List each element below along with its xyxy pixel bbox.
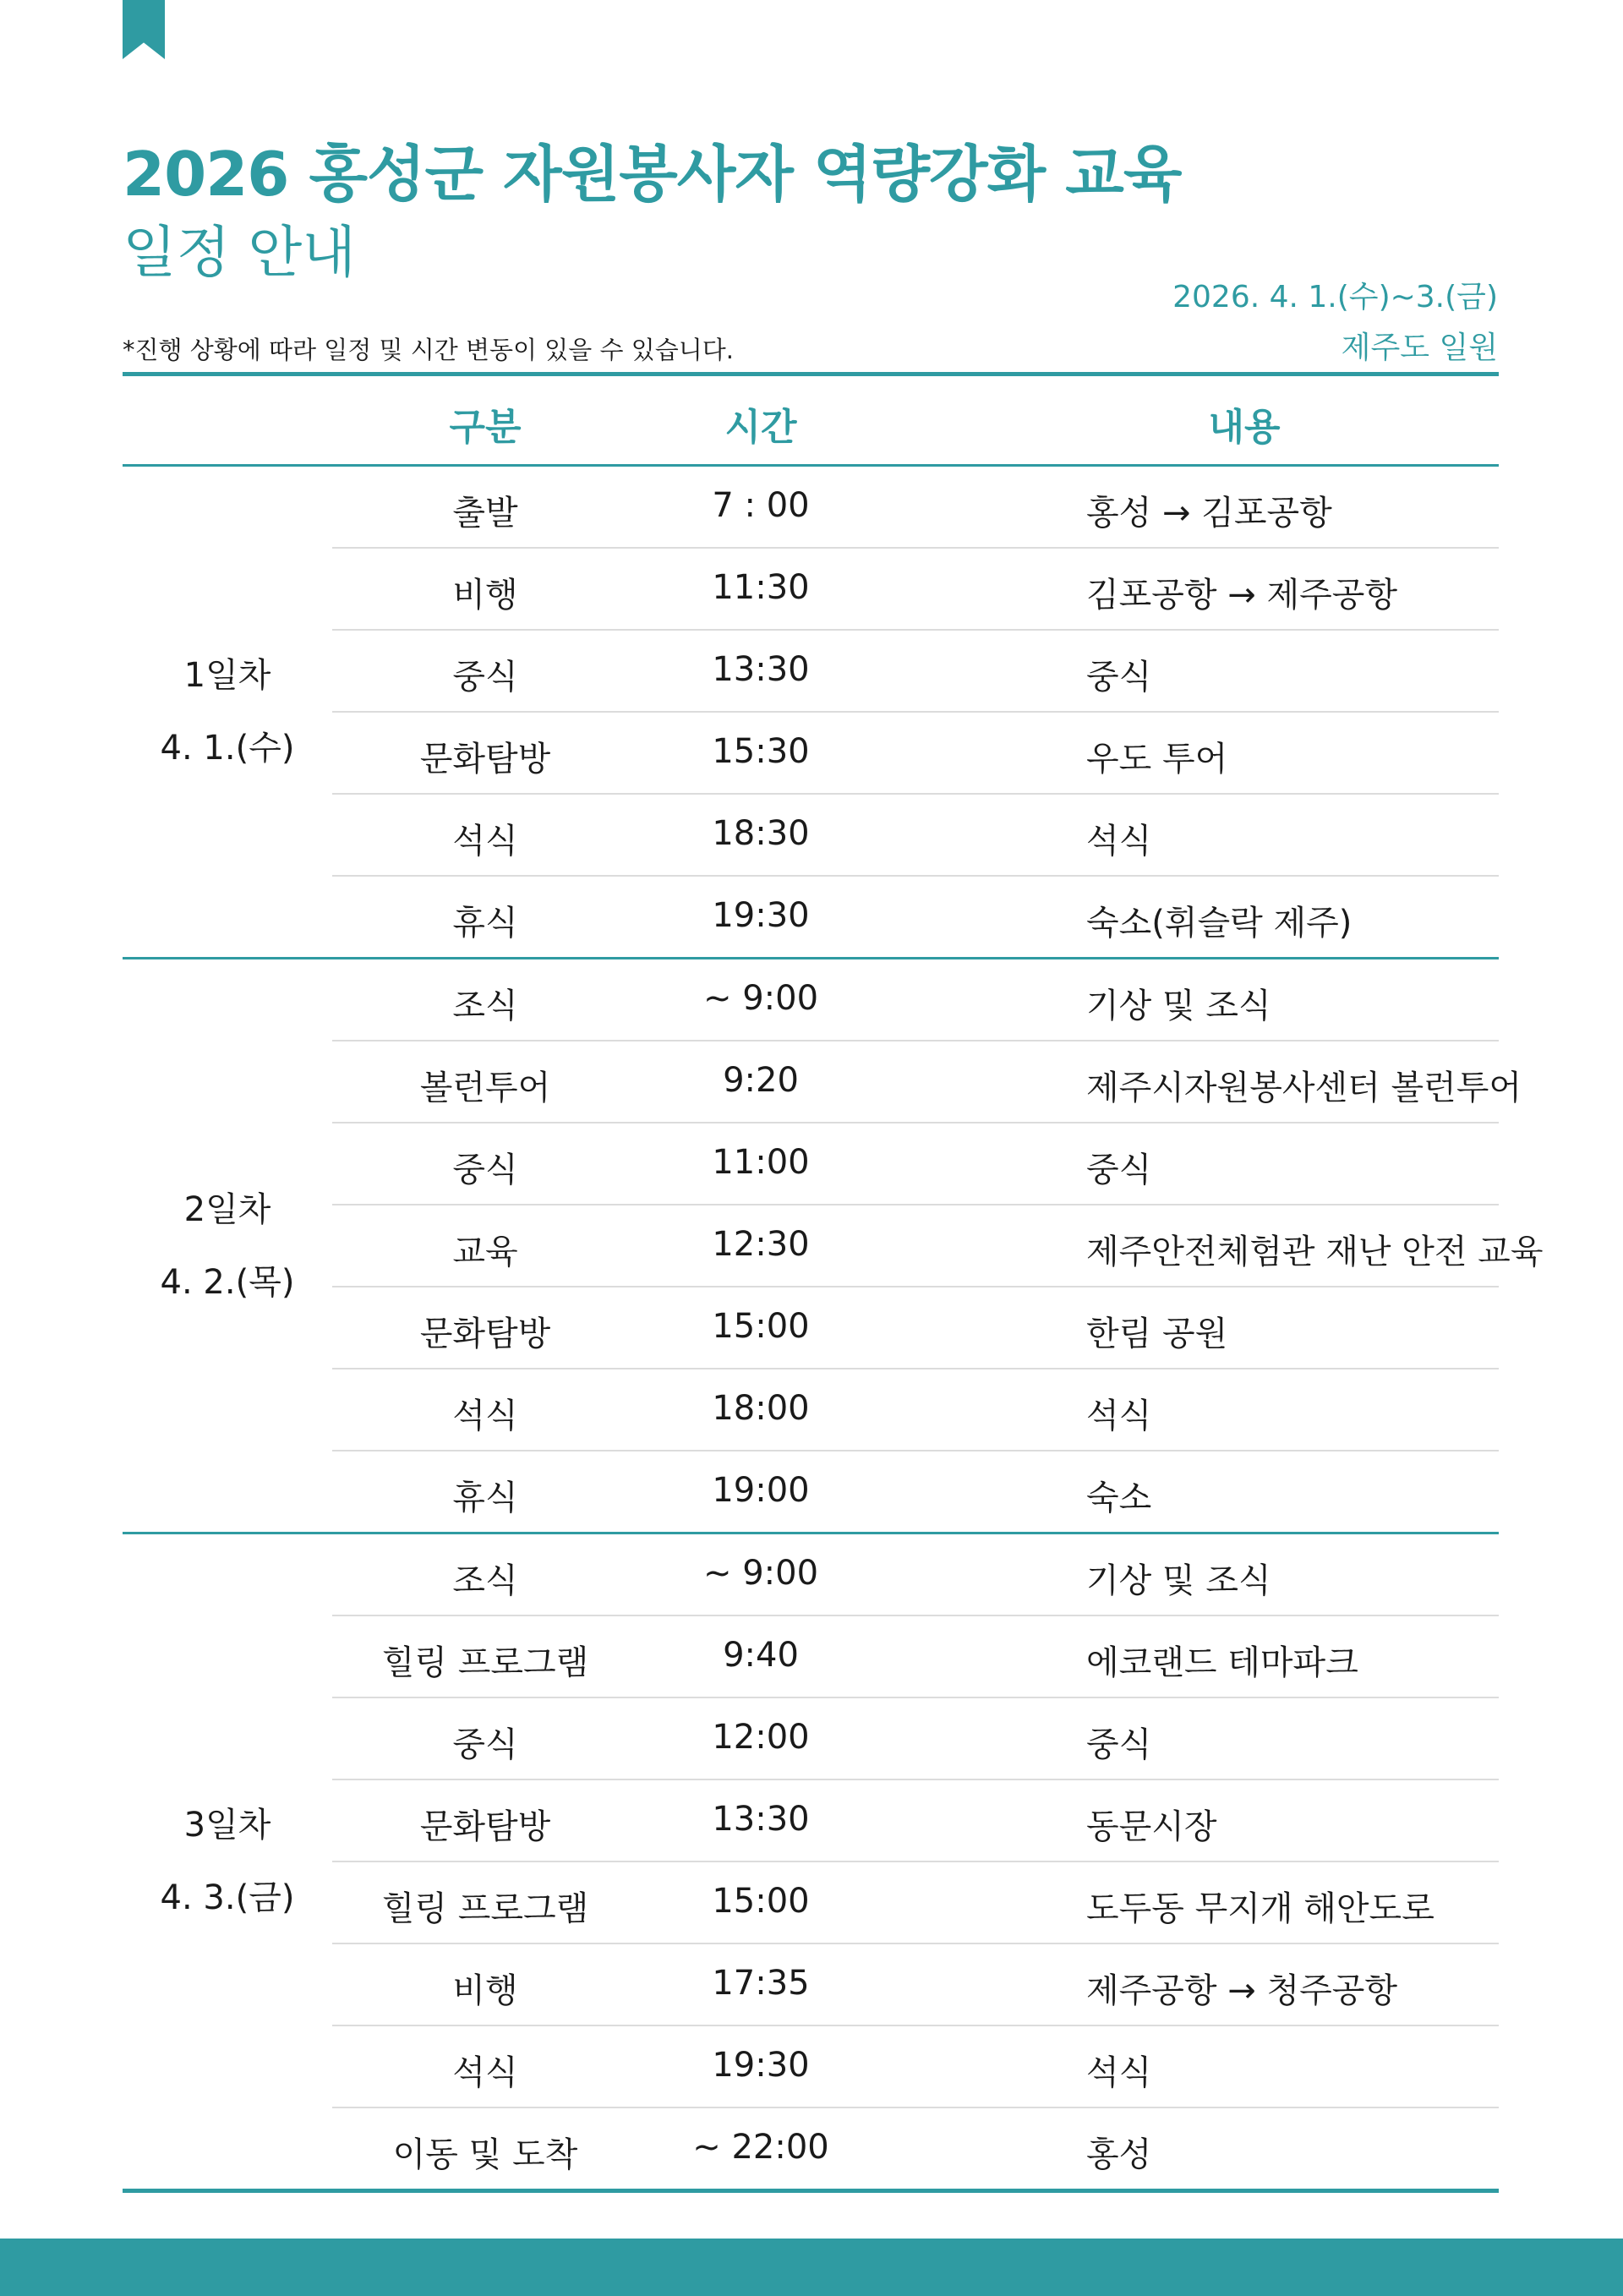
row-category: 문화탐방 — [419, 1315, 551, 1353]
row-category: 힐링 프로그램 — [381, 1643, 589, 1682]
row-time: 12:30 — [712, 1225, 810, 1264]
row-time: ~ 9:00 — [702, 1554, 819, 1593]
row-category: 휴식 — [452, 1479, 518, 1517]
row-content: 중식 — [1086, 658, 1152, 697]
schedule-table — [123, 372, 1544, 2193]
page-title: 2026 홍성군 자원봉사자 역량강화 교육 — [123, 139, 1182, 210]
row-category: 문화탐방 — [419, 740, 551, 779]
row-content: 동문시장 — [1086, 1807, 1217, 1846]
table-row — [332, 467, 1499, 547]
schedule-note: *진행 상황에 따라 일정 및 시간 변동이 있을 수 있습니다. — [123, 336, 734, 364]
table-row — [332, 793, 1499, 875]
day-group-2 — [123, 959, 1544, 1534]
table-row — [332, 547, 1499, 629]
row-content: 홍성 → 김포공항 — [1086, 494, 1332, 533]
row-time: 15:30 — [712, 732, 810, 771]
table-row — [332, 2025, 1499, 2107]
table-row — [332, 1615, 1499, 1697]
row-time: 13:30 — [712, 1800, 810, 1839]
day-group-3 — [123, 1534, 1499, 2193]
event-meta — [1172, 272, 1498, 374]
row-time: 11:30 — [712, 568, 810, 607]
row-content: 중식 — [1086, 1151, 1152, 1189]
page-subtitle: 일정 안내 — [123, 220, 357, 285]
row-content: 숙소 — [1086, 1479, 1152, 1517]
row-category: 비행 — [452, 576, 518, 615]
row-content: 에코랜드 테마파크 — [1086, 1643, 1358, 1682]
row-time: ~ 22:00 — [692, 2128, 829, 2167]
row-category: 교육 — [452, 1233, 518, 1271]
header-content: 내용 — [1208, 406, 1281, 449]
row-content: 홍성 — [1086, 2135, 1152, 2174]
day-label — [123, 639, 332, 784]
row-category: 조식 — [452, 1561, 518, 1600]
row-content: 제주시자원봉사센터 볼런투어 — [1086, 1069, 1522, 1107]
row-content: 제주공항 → 청주공항 — [1086, 1971, 1398, 2010]
day-group-1 — [123, 467, 1499, 959]
table-row — [332, 629, 1499, 711]
table-row — [332, 1040, 1522, 1122]
row-time: 19:00 — [712, 1471, 810, 1510]
table-row — [332, 959, 1499, 1040]
day-number: 1일차 — [183, 656, 271, 695]
row-category: 휴식 — [452, 904, 518, 943]
row-content: 석식 — [1086, 1397, 1152, 1435]
row-category: 출발 — [452, 494, 518, 533]
row-category: 석식 — [452, 822, 518, 861]
day-number: 3일차 — [183, 1806, 271, 1845]
table-row — [332, 1122, 1499, 1204]
table-row — [332, 1779, 1499, 1861]
row-time: 18:30 — [712, 814, 810, 853]
table-row — [332, 1534, 1499, 1615]
event-location: 제주도 일원 — [1341, 331, 1498, 365]
table-row — [332, 1697, 1499, 1779]
row-category: 볼런투어 — [419, 1069, 551, 1107]
table-row — [332, 1204, 1544, 1286]
day-date: 4. 2.(목) — [160, 1262, 295, 1302]
row-category: 비행 — [452, 1971, 518, 2010]
header-category: 구분 — [449, 406, 522, 449]
table-row — [332, 1450, 1499, 1532]
row-category: 힐링 프로그램 — [381, 1889, 589, 1928]
row-content: 제주안전체험관 재난 안전 교육 — [1086, 1233, 1544, 1271]
row-content: 중식 — [1086, 1725, 1152, 1764]
row-content: 기상 및 조식 — [1086, 987, 1271, 1025]
bookmark-icon — [123, 0, 165, 59]
row-time: 18:00 — [712, 1389, 810, 1428]
footer-bar — [0, 2239, 1623, 2296]
table-row — [332, 1368, 1499, 1450]
row-content: 숙소(휘슬락 제주) — [1086, 904, 1352, 943]
day-rows — [332, 467, 1499, 957]
day-number: 2일차 — [183, 1189, 271, 1229]
row-content: 석식 — [1086, 2053, 1152, 2092]
row-time: 15:00 — [712, 1307, 810, 1346]
day-rows — [332, 1534, 1499, 2189]
row-category: 중식 — [452, 658, 518, 697]
row-time: 15:00 — [712, 1882, 810, 1921]
day-rows — [332, 959, 1544, 1532]
row-content: 석식 — [1086, 822, 1152, 861]
event-date: 2026. 4. 1.(수)~3.(금) — [1172, 280, 1498, 314]
row-category: 조식 — [452, 987, 518, 1025]
table-row — [332, 1943, 1499, 2025]
row-time: 9:20 — [723, 1061, 799, 1100]
day-date: 4. 3.(금) — [160, 1878, 295, 1917]
row-category: 중식 — [452, 1151, 518, 1189]
table-row — [332, 711, 1499, 793]
table-header — [123, 376, 1499, 467]
table-row — [332, 2107, 1499, 2189]
row-content: 우도 투어 — [1086, 740, 1228, 779]
row-category: 석식 — [452, 1397, 518, 1435]
row-category: 중식 — [452, 1725, 518, 1764]
row-content: 도두동 무지개 해안도로 — [1086, 1889, 1434, 1928]
day-date: 4. 1.(수) — [160, 729, 295, 768]
table-row — [332, 1286, 1499, 1368]
row-time: 11:00 — [712, 1143, 810, 1182]
day-label — [123, 1789, 332, 1934]
row-time: 17:35 — [712, 1964, 810, 2003]
row-time: 9:40 — [723, 1636, 799, 1675]
table-row — [332, 875, 1499, 957]
row-time: 19:30 — [712, 896, 810, 935]
row-category: 문화탐방 — [419, 1807, 551, 1846]
row-content: 기상 및 조식 — [1086, 1561, 1271, 1600]
row-time: 19:30 — [712, 2046, 810, 2085]
row-content: 김포공항 → 제주공항 — [1086, 576, 1398, 615]
row-time: ~ 9:00 — [702, 979, 819, 1018]
row-time: 12:00 — [712, 1718, 810, 1757]
row-time: 7 : 00 — [712, 486, 810, 525]
day-label — [123, 1173, 332, 1319]
table-row — [332, 1861, 1499, 1943]
header-time: 시간 — [724, 406, 797, 449]
row-category: 이동 및 도착 — [392, 2135, 578, 2174]
row-category: 석식 — [452, 2053, 518, 2092]
row-time: 13:30 — [712, 650, 810, 689]
row-content: 한림 공원 — [1086, 1315, 1228, 1353]
